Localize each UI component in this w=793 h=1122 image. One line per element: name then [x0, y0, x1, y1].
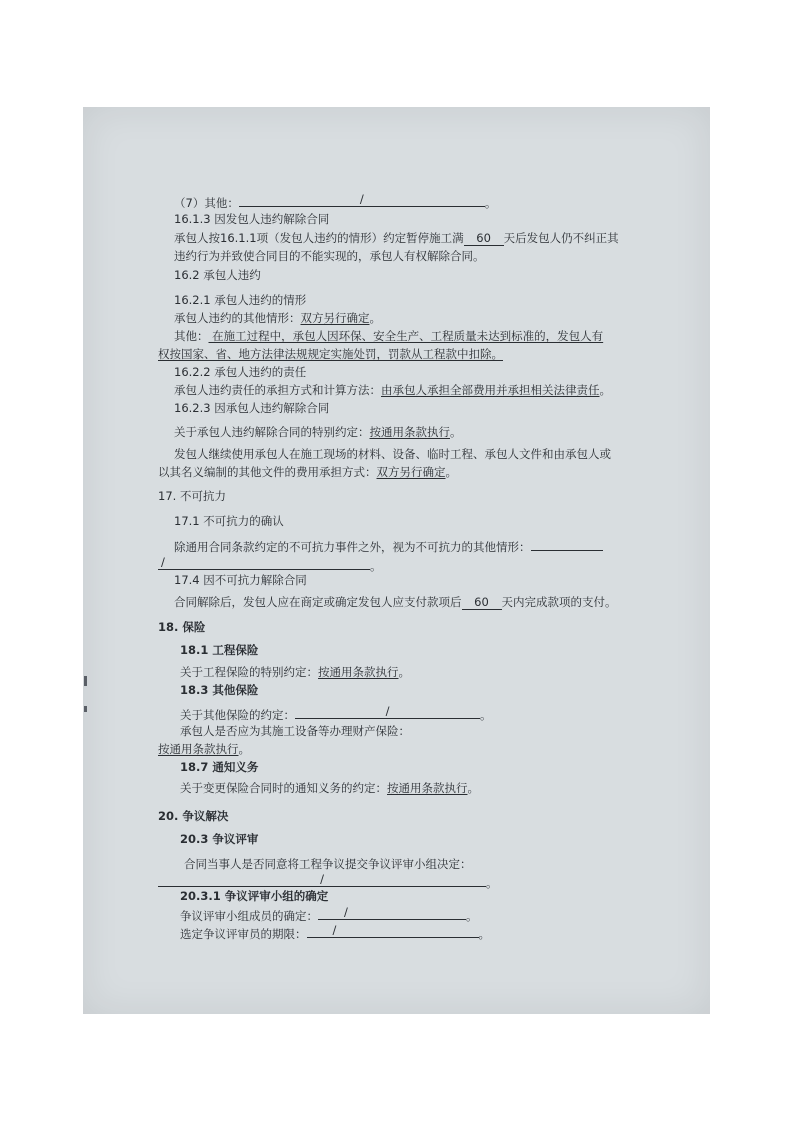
days-value: 60: [462, 595, 502, 610]
blank-field: [531, 538, 603, 551]
paragraph-line: [180, 781, 479, 795]
paragraph-line: 承包人是否应为其施工设备等办理财产保险：: [180, 724, 410, 738]
paragraph-line: [158, 557, 382, 573]
section-heading: 16.2.1 承包人违约的情形: [174, 293, 307, 307]
blank-field: [318, 907, 466, 920]
filled-value: 按通用条款执行: [369, 425, 450, 439]
paragraph-line: [180, 907, 478, 923]
blank-field: [307, 925, 479, 938]
section-heading: 16.2.2 承包人违约的责任: [174, 365, 307, 379]
text: 以其名义编制的其他文件的费用承担方式：: [158, 465, 377, 479]
paragraph-line: [174, 329, 603, 343]
blank-field: [295, 706, 480, 719]
text: 。: [467, 781, 479, 795]
text: 承包人按16.1.1项（发包人违约的情形）约定暂停施工满: [174, 231, 464, 245]
paragraph-line: [174, 311, 381, 325]
section-heading: 20.3.1 争议评审小组的确定: [180, 889, 329, 903]
filled-value: 双方另行确定: [376, 465, 446, 479]
paragraph-line: [158, 465, 457, 479]
blank-mark: /: [332, 923, 337, 937]
blank-mark: /: [344, 905, 348, 919]
blank-mark: /: [359, 192, 364, 206]
paragraph-line: [180, 665, 410, 679]
clause-other-line: [174, 194, 496, 210]
paragraph-line: [158, 742, 250, 756]
filled-value: 双方另行确定: [300, 311, 370, 325]
text: 关于其他保险的约定：: [180, 708, 295, 722]
paragraph-line: [174, 538, 603, 554]
filled-value: 在施工过程中，承包人因环保、安全生产、工程质量未达到标准的，发包人有: [208, 329, 604, 343]
scan-edge-mark: [84, 706, 87, 712]
section-heading: 20.3 争议评审: [180, 832, 259, 846]
paragraph-line: [180, 706, 492, 722]
clause-label: （7）其他：: [174, 196, 239, 210]
text: 。: [450, 425, 462, 439]
line-end: 。: [484, 196, 497, 210]
section-heading: 17.4 因不可抗力解除合同: [174, 573, 307, 587]
text: 选定争议评审员的期限：: [180, 927, 307, 941]
text: 合同解除后，发包人应在商定或确定发包人应支付款项后: [174, 595, 462, 609]
line-end: 。: [478, 927, 490, 941]
text: 天内完成款项的支付。: [501, 595, 617, 609]
filled-value: 按通用条款执行: [158, 742, 239, 756]
line-end: 。: [466, 909, 478, 923]
filled-value: 按通用条款执行: [387, 781, 468, 795]
text: 其他：: [174, 329, 209, 343]
line-end: 。: [480, 708, 492, 722]
section-heading: 18.7 通知义务: [180, 760, 259, 774]
blank-field: [158, 874, 486, 887]
filled-value: 权按国家、省、地方法律法规规定实施处罚，罚款从工程款中扣除。: [158, 347, 503, 361]
text: 争议评审小组成员的确定：: [180, 909, 318, 923]
text: 除通用合同条款约定的不可抗力事件之外，视为不可抗力的其他情形：: [174, 540, 531, 554]
text: 。: [599, 383, 611, 397]
section-heading: 16.2 承包人违约: [174, 268, 261, 282]
text: 承包人违约责任的承担方式和计算方法：: [174, 383, 381, 397]
blank-mark: /: [320, 872, 324, 886]
text: 关于承包人违约解除合同的特别约定：: [174, 425, 370, 439]
line-end: 。: [486, 876, 498, 890]
paragraph-line: [174, 383, 611, 397]
paragraph-line: 发包人继续使用承包人在施工现场的材料、设备、临时工程、承包人文件和由承包人或: [174, 447, 611, 461]
text: 关于工程保险的特别约定：: [180, 665, 318, 679]
blank-mark: /: [385, 704, 390, 718]
scan-edge-mark: [84, 676, 87, 686]
text: 。: [445, 465, 457, 479]
paragraph-line: 违约行为并致使合同目的不能实现的，承包人有权解除合同。: [174, 249, 485, 263]
text: 。: [238, 742, 250, 756]
line-end: 。: [370, 559, 382, 573]
paragraph-line: [174, 595, 617, 610]
paragraph-line: [158, 874, 498, 890]
chapter-heading: 18. 保险: [158, 620, 206, 634]
chapter-heading: 20. 争议解决: [158, 809, 229, 823]
text: 天后发包人仍不纠正其: [503, 231, 619, 245]
section-heading: 16.2.3 因承包人违约解除合同: [174, 401, 330, 415]
text: 关于变更保险合同时的通知义务的约定：: [180, 781, 387, 795]
section-heading: 17.1 不可抗力的确认: [174, 514, 284, 528]
paragraph-line: [174, 425, 462, 439]
section-heading: 18.1 工程保险: [180, 643, 259, 657]
text: 。: [398, 665, 410, 679]
paragraph-line: [174, 231, 619, 246]
section-heading: 18.3 其他保险: [180, 683, 259, 697]
paragraph-line: 合同当事人是否同意将工程争议提交争议评审小组决定：: [184, 857, 472, 871]
paragraph-line: [180, 925, 490, 941]
text: 承包人违约的其他情形：: [174, 311, 301, 325]
filled-value: 由承包人承担全部费用并承担相关法律责任: [381, 383, 600, 397]
blank-field: [239, 194, 485, 207]
filled-value: 按通用条款执行: [318, 665, 399, 679]
blank-field: [158, 557, 370, 570]
blank-mark: /: [161, 555, 165, 569]
chapter-heading: 17. 不可抗力: [158, 489, 226, 503]
days-value: 60: [464, 231, 504, 246]
text: 。: [369, 311, 381, 325]
section-heading: 16.1.3 因发包人违约解除合同: [174, 212, 330, 226]
